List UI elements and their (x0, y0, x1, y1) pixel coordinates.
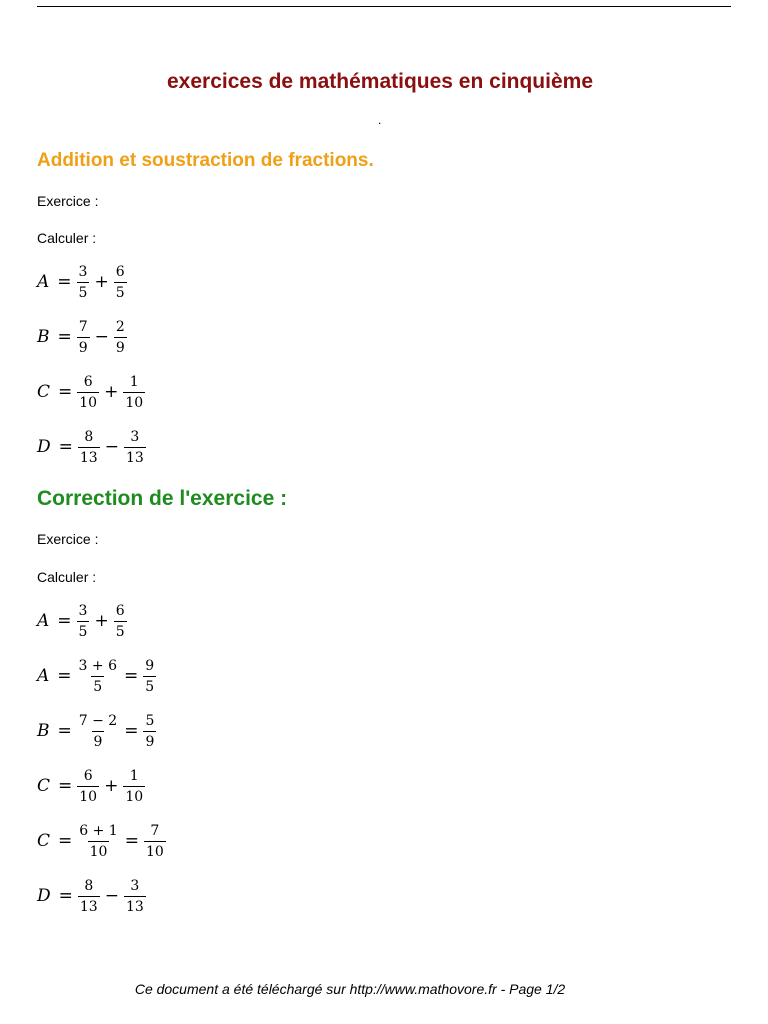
numerator: 3 (130, 428, 140, 445)
numerator: 3 (78, 602, 88, 619)
fraction (123, 767, 145, 806)
denominator: 5 (77, 282, 90, 302)
numerator: 1 (129, 373, 139, 390)
equation-row (37, 372, 146, 412)
equals-sign: = (58, 831, 73, 851)
operator: = (124, 721, 139, 741)
fraction (144, 822, 166, 861)
equals-sign: = (58, 382, 73, 402)
denominator: 10 (123, 392, 145, 412)
numerator: 3 (130, 877, 140, 894)
numerator: 8 (84, 428, 94, 445)
denominator: 13 (78, 896, 100, 916)
denominator: 13 (78, 447, 100, 467)
equals-sign: = (57, 327, 72, 347)
equation-variable: C (37, 382, 51, 402)
fraction (77, 373, 99, 412)
fraction (114, 602, 127, 641)
fraction (77, 602, 90, 641)
numerator: 3 + 6 (78, 657, 117, 674)
numerator: 3 (78, 263, 88, 280)
operator: + (104, 776, 119, 796)
equation-variable: A (37, 611, 50, 631)
equation-row (37, 711, 157, 751)
numerator: 7 (78, 318, 88, 335)
equation-row (37, 317, 128, 357)
fraction (124, 877, 146, 916)
denominator: 9 (92, 731, 105, 751)
equation-row (37, 427, 147, 467)
denominator: 9 (77, 337, 90, 357)
operator: − (104, 437, 119, 457)
fraction (77, 657, 119, 696)
equals-sign: = (58, 437, 73, 457)
equation-row (37, 601, 128, 641)
denominator: 5 (91, 676, 104, 696)
numerator: 6 (83, 767, 93, 784)
fraction (77, 822, 119, 861)
fraction (77, 263, 90, 302)
denominator: 5 (143, 676, 156, 696)
correction-heading: Correction de l'exercice : (37, 487, 288, 510)
correction-calculate-label: Calculer : (37, 569, 97, 585)
equals-sign: = (57, 611, 72, 631)
numerator: 6 + 1 (79, 822, 118, 839)
fraction (114, 263, 127, 302)
equals-sign: = (58, 886, 73, 906)
denominator: 13 (124, 896, 146, 916)
denominator: 9 (143, 731, 156, 751)
fraction (143, 712, 156, 751)
top-divider (37, 6, 731, 7)
numerator: 6 (115, 602, 125, 619)
equation-row (37, 656, 157, 696)
operator: − (94, 327, 109, 347)
operator: + (104, 382, 119, 402)
exercise-label: Exercice : (37, 193, 99, 209)
operator: + (94, 272, 109, 292)
page-title: exercices de mathématiques en cinquième (166, 70, 594, 93)
fraction (77, 712, 119, 751)
fraction (78, 877, 100, 916)
equation-variable: B (37, 721, 50, 741)
numerator: 1 (129, 767, 139, 784)
equals-sign: = (57, 272, 72, 292)
numerator: 5 (145, 712, 155, 729)
equation-variable: C (37, 831, 51, 851)
numerator: 7 − 2 (78, 712, 118, 729)
equals-sign: = (57, 721, 72, 741)
exercise-heading: Addition et soustraction de fractions. (37, 150, 374, 171)
denominator: 10 (88, 841, 110, 861)
denominator: 5 (114, 282, 127, 302)
numerator: 6 (83, 373, 93, 390)
equation-variable: A (37, 272, 50, 292)
numerator: 2 (115, 318, 125, 335)
equals-sign: = (58, 776, 73, 796)
equation-variable: B (37, 327, 50, 347)
operator: + (94, 611, 109, 631)
equation-variable: A (37, 666, 50, 686)
numerator: 8 (84, 877, 94, 894)
denominator: 5 (114, 621, 127, 641)
equation-variable: D (37, 886, 51, 906)
fraction (114, 318, 127, 357)
numerator: 6 (115, 263, 125, 280)
equation-row (37, 876, 147, 916)
footer-note: Ce document a été téléchargé sur http://www.mathovore.fr - Page 1/2 (134, 981, 566, 997)
denominator: 10 (123, 786, 145, 806)
operator: = (124, 831, 139, 851)
denominator: 9 (114, 337, 127, 357)
equation-row (37, 262, 128, 302)
calculate-label: Calculer : (37, 230, 97, 246)
equation-row (37, 821, 167, 861)
equation-row (37, 766, 146, 806)
numerator: 7 (150, 822, 160, 839)
denominator: 10 (144, 841, 166, 861)
fraction (77, 767, 99, 806)
denominator: 5 (77, 621, 90, 641)
correction-exercise-label: Exercice : (37, 531, 99, 547)
denominator: 13 (124, 447, 146, 467)
fraction (123, 373, 145, 412)
denominator: 10 (77, 392, 99, 412)
operator: − (104, 886, 119, 906)
denominator: 10 (77, 786, 99, 806)
fraction (77, 318, 90, 357)
separator-dot: . (378, 113, 382, 127)
equation-variable: D (37, 437, 51, 457)
numerator: 9 (145, 657, 155, 674)
operator: = (123, 666, 139, 686)
fraction (78, 428, 100, 467)
equation-variable: C (37, 776, 51, 796)
fraction (124, 428, 146, 467)
fraction (143, 657, 156, 696)
equals-sign: = (57, 666, 72, 686)
